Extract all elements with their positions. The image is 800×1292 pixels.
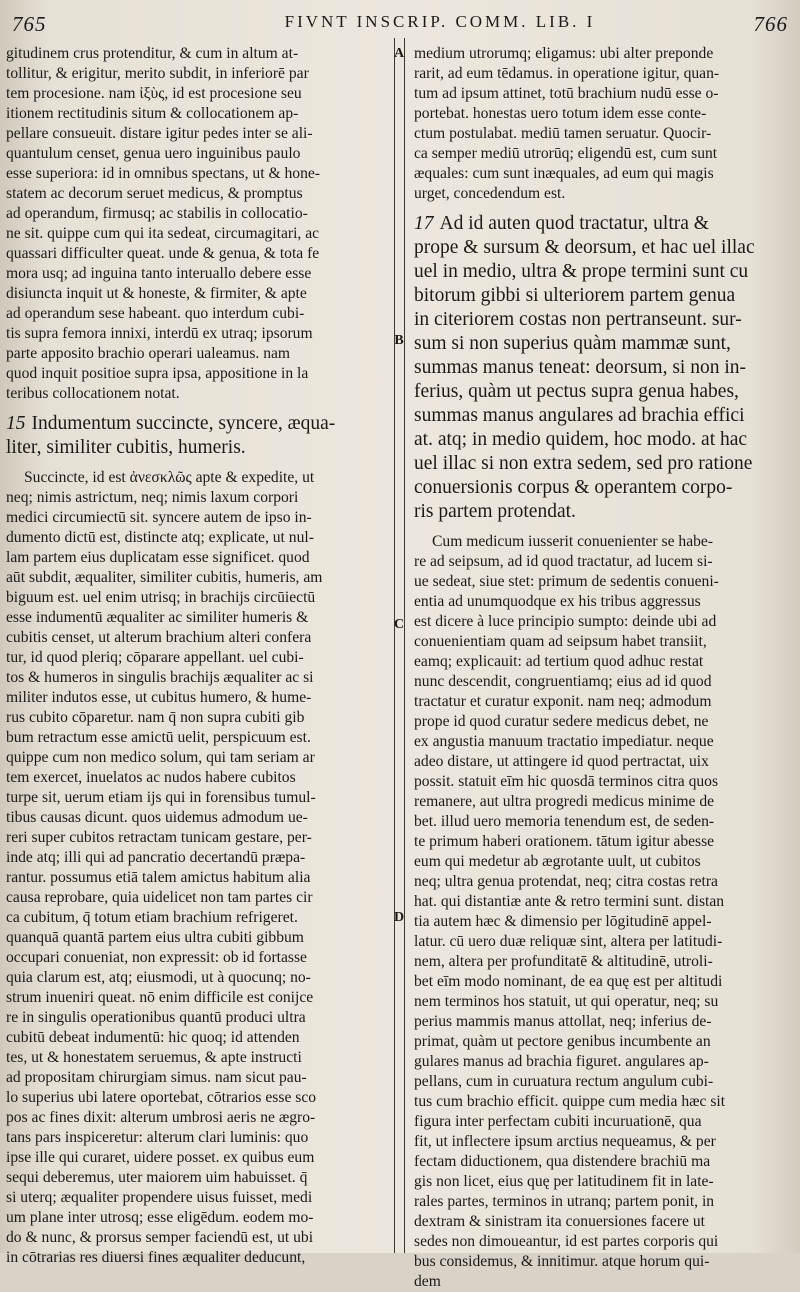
text-line: bum retractum esse amictū uelit, perspicuum est. bbox=[6, 729, 311, 746]
text-line: strum inueniri queat. nō enim difficile est conijce bbox=[6, 989, 314, 1006]
text-line: urget, concedendum est. bbox=[414, 185, 566, 202]
text-line: ad operandum sese habeant. quo interdum cubi- bbox=[6, 305, 305, 322]
text-line: uel in medio, ultra & prope termini sunt cu bbox=[414, 261, 749, 282]
text-line: dem bbox=[414, 1273, 441, 1290]
text-line: parte apposito brachio operari ualeamus. nam bbox=[6, 345, 291, 362]
text-line: ex angustia manuum tractatio impediatur. neque bbox=[414, 733, 714, 750]
text-line: pellans, cum in curuatura rectum angulum cubi- bbox=[414, 1073, 714, 1090]
text-line: sequi deberemus, uter maiorem uim habuisset. q̄ bbox=[6, 1169, 308, 1186]
text-line: fit, ut inflectere ipsum arctius nequeamus, & per bbox=[414, 1133, 716, 1150]
text-line: rales partes, terminos in utranq; partem ponit, in bbox=[414, 1193, 715, 1210]
text-line: re ad seipsum, ad id quod tractatur, ad lucem si- bbox=[414, 553, 713, 570]
text-line: in citeriorem costas non pertranseunt. sur- bbox=[414, 309, 742, 330]
text-line: æquales: cum sunt inæquales, ad eum qui magis bbox=[414, 165, 714, 182]
text-line: liter, similiter cubitis, humeris. bbox=[6, 437, 246, 458]
right-commentary-block-2 bbox=[414, 532, 794, 1292]
text-line: tur, id quod pleriq; cōparare appellant. uel cubi- bbox=[6, 649, 304, 666]
text-line: prope & sursum & deorsum, et hac uel illac bbox=[414, 237, 755, 258]
text-line: rantur. possumus etiā talem amictus habitum alia bbox=[6, 869, 311, 886]
text-line: entia ad unumquodque ex his tribus aggressus bbox=[414, 593, 701, 610]
text-line: rus cubito cōparetur. nam q̄ non supra cubiti gib bbox=[6, 709, 305, 726]
text-line: ipse ille qui curaret, uidere posset. ex quibus eum bbox=[6, 1149, 315, 1166]
text-line: possit. statuit eīm hic quosdā terminos citra quos bbox=[414, 773, 719, 790]
text-line: figura inter perfectam cubiti incuruationē, qua bbox=[414, 1113, 702, 1130]
text-line: tans pars inspiceretur: alterum clari luminis: quo bbox=[6, 1129, 309, 1146]
text-line: summas manus angulares ad brachia effici bbox=[414, 405, 745, 426]
text-line: te primum haberi orationem. tātum igitur abesse bbox=[414, 833, 715, 850]
running-header bbox=[0, 0, 800, 40]
text-line: nem, altera per profunditatē & altitudinē, utroli- bbox=[414, 953, 713, 970]
text-line: ris partem protendat. bbox=[414, 501, 576, 522]
text-line: aūt subdit, æqualiter, similiter cubitis, humeris, am bbox=[6, 569, 323, 586]
section-15-heading bbox=[6, 412, 388, 460]
text-line: tia autem hæc & dimensio per lōgitudinē appel- bbox=[414, 913, 712, 930]
text-line: tos & humeros in singulis brachijs æqualiter ac si bbox=[6, 669, 314, 686]
text-line: tem procesione. nam ἰξὺς, id est procesione seu bbox=[6, 85, 302, 102]
left-commentary-block-2 bbox=[6, 468, 388, 1268]
text-line: at. atq; in medio quidem, hoc modo. at hac bbox=[414, 429, 748, 450]
text-line: mora usq; ad inguina tanto interuallo debere esse bbox=[6, 265, 312, 282]
text-line: do & nunc, & prorsus semper faciendū est, ut ubi bbox=[6, 1229, 314, 1246]
text-line: neq; ultra genua protendat, neq; citra costas retra bbox=[414, 873, 718, 890]
text-line: tes, ut & honestatem seruemus, & apte instructi bbox=[6, 1049, 302, 1066]
text-line: Succincte, id est ἀνεσκλῶς apte & expedite, ut bbox=[24, 469, 315, 486]
text-line: si uterq; æqualiter propendere uisus fuisset, medi bbox=[6, 1189, 313, 1206]
text-line: tem exercet, inuelatos ac nudos habere cubitos bbox=[6, 769, 296, 786]
text-line: dumento dictū est, distincte atq; explicate, ut nul- bbox=[6, 529, 314, 546]
text-line: bet. illud uero memoria tenendum est, de seden- bbox=[414, 813, 715, 830]
section-number: 17 bbox=[414, 213, 434, 234]
text-line: sum si non superius quàm mammæ sunt, bbox=[414, 333, 731, 354]
text-line: ferius, quàm ut pectus supra genua habes, bbox=[414, 381, 739, 402]
margin-letter-b: B bbox=[394, 333, 404, 348]
text-line: statem ac decorum seruet medicus, & promptus bbox=[6, 185, 303, 202]
text-line: ue sedeat, siue stet: primum de sedentis conueni- bbox=[414, 573, 719, 590]
text-line: quantulum censet, genua uero inguinibus paulo bbox=[6, 145, 301, 162]
text-line: esse superiora: id in omnibus spectans, ut & hone- bbox=[6, 165, 320, 182]
text-line: re in singulis operationibus quantū produci ultra bbox=[6, 1009, 306, 1026]
text-line: portebat. honestas uero totum idem esse conte- bbox=[414, 105, 707, 122]
right-commentary-block-1 bbox=[414, 44, 794, 204]
text-line: sedes non dimoueantur, id est partes corporis qui bbox=[414, 1233, 719, 1250]
text-line: prope id quod curatur sedere medicus debet, ne bbox=[414, 713, 709, 730]
text-line: occupari conueniat, non expressit: ob id fortasse bbox=[6, 949, 307, 966]
text-line: militer indutos esse, ut cubitus humero, & hume- bbox=[6, 689, 312, 706]
text-line: eamq; explicauit: ad tertium quod adhuc restat bbox=[414, 653, 704, 670]
running-title: FIVNT INSCRIP. COMM. LIB. I bbox=[284, 12, 596, 31]
text-line: quanquā quantā partem eius ultra cubiti gibbum bbox=[6, 929, 304, 946]
text-line: conuenientiam quam ad seipsum habet transiit, bbox=[414, 633, 707, 650]
text-line: dextram & sinistram ita conuersiones facere ut bbox=[414, 1213, 705, 1230]
text-line: teribus collocationem notat. bbox=[6, 385, 180, 402]
text-line: gulares manus ad brachia figuret. angulares ap- bbox=[414, 1053, 709, 1070]
text-line: ca cubitum, q̄ totum etiam brachium refrigeret. bbox=[6, 909, 298, 926]
text-line: eum qui medetur ab ægrotante uult, ut cubitos bbox=[414, 853, 701, 870]
text-line: ne sit. quippe cum qui ita sedeat, circumagitari, ac bbox=[6, 225, 320, 242]
text-line: remanere, aut ultra progredi medicus minime de bbox=[414, 793, 715, 810]
text-line: inde atq; illi qui ad pancratio decertandū præpa- bbox=[6, 849, 306, 866]
text-line: tum ad ipsum attinet, totū brachium nudū esse o- bbox=[414, 85, 719, 102]
text-line: est dicere à luce principio sumpto: deinde ubi ad bbox=[414, 613, 717, 630]
column-rule-left bbox=[394, 38, 395, 1253]
left-column bbox=[6, 44, 388, 1268]
text-line: disiuncta inquit ut & honeste, & firmiter, & apte bbox=[6, 285, 307, 302]
text-line: Cum medicum iusserit conuenienter se habe- bbox=[432, 533, 714, 550]
text-line: neq; nimis astrictum, neq; nimis laxum corpori bbox=[6, 489, 299, 506]
text-line: quassari difficulter queat. unde & genua, & tota fe bbox=[6, 245, 320, 262]
text-line: biguum est. uel enim utrisq; in brachijs circūiectū bbox=[6, 589, 316, 606]
right-column bbox=[414, 44, 794, 1292]
text-line: Ad id auten quod tractatur, ultra & bbox=[439, 213, 709, 234]
text-line: perius mammis manus attollat, neq; inferius de- bbox=[414, 1013, 712, 1030]
text-line: tibus causas dicunt. quos uidemus admodum ue- bbox=[6, 809, 308, 826]
text-line: nem terminos hos statuit, ut qui operatur, neq; su bbox=[414, 993, 719, 1010]
text-line: hat. qui distantiæ ante & retro termini sunt. distan bbox=[414, 893, 725, 910]
section-17-text bbox=[414, 212, 794, 524]
text-line: uel illac si non extra sedem, sed pro ratione bbox=[414, 453, 753, 474]
text-line: lo superius ubi latere oportebat, cōtrarios esse sco bbox=[6, 1089, 317, 1106]
left-commentary-block-1 bbox=[6, 44, 388, 404]
text-line: reri super cubitos retractam tunicam gestare, per- bbox=[6, 829, 312, 846]
text-line: primat, quàm ut pectore genibus incumbente an bbox=[414, 1033, 711, 1050]
text-line: pellare consueuit. distare igitur pedes inter se ali- bbox=[6, 125, 313, 142]
text-line: um plane inter utrosq; esse eligēdum. eodem mo- bbox=[6, 1209, 314, 1226]
text-line: ad operandum, firmusq; ac stabilis in collocatio- bbox=[6, 205, 308, 222]
text-line: in cōtrarias res diuersi fines æqualiter deducunt, bbox=[6, 1249, 306, 1266]
text-line: tus cum brachio efficit. quippe cum media hæc sit bbox=[414, 1093, 726, 1110]
text-line: tis supra femora innixi, interdū ex utraq; ipsorum bbox=[6, 325, 313, 342]
page-number-left: 765 bbox=[12, 12, 47, 36]
text-line: rarit, ad eum tēdamus. in operatione igitur, quan- bbox=[414, 65, 720, 82]
text-line: gis non licet, eius quę per latitudinem fit in late- bbox=[414, 1173, 714, 1190]
text-line: fectam diductionem, qua distendere brachiū ma bbox=[414, 1153, 711, 1170]
text-line: quia clarum est, atq; eiusmodi, ut à quocunq; no- bbox=[6, 969, 311, 986]
margin-letter-a: A bbox=[393, 46, 405, 61]
text-line: itionem rectitudinis situm & collocationem ap- bbox=[6, 105, 299, 122]
text-line: pos ac fines dixit: alterum umbrosi aeris ne ægro- bbox=[6, 1109, 316, 1126]
text-line: conuersionis corpus & operantem corpo- bbox=[414, 477, 733, 498]
text-line: ctum postulabat. mediū tamen seruatur. Quocir- bbox=[414, 125, 712, 142]
text-line: summas manus teneat: deorsum, si non in- bbox=[414, 357, 746, 378]
margin-letter-c: C bbox=[393, 617, 405, 632]
text-line: cubitū debeat indumentū: hic quoq; id attenden bbox=[6, 1029, 300, 1046]
text-line: medium utrorumq; eligamus: ubi alter preponde bbox=[414, 45, 714, 62]
text-line: tractatur et curatur exponit. nam neq; admodum bbox=[414, 693, 712, 710]
text-line: quod inquit positioe supra ipsa, appositione in la bbox=[6, 365, 309, 382]
text-line: lam partem eius duplicatam esse significet. quod bbox=[6, 549, 310, 566]
text-line: bet eīm modo nominant, de ea quę est per altitudi bbox=[414, 973, 723, 990]
section-number: 15 bbox=[6, 413, 26, 434]
text-line: tollitur, & erigitur, merito subdit, in inferiorē par bbox=[6, 65, 309, 82]
text-line: quippe cum non medico solum, qui tam seriam ar bbox=[6, 749, 315, 766]
text-line: causa reprobare, quia uidelicet non tam partes cir bbox=[6, 889, 313, 906]
text-line: cubitis censet, ut alterum brachium alteri confera bbox=[6, 629, 312, 646]
text-line: turpe sit, uerum etiam ijs qui in forensibus tumul- bbox=[6, 789, 316, 806]
margin-letter-d: D bbox=[393, 910, 405, 925]
page-number-right: 766 bbox=[753, 12, 788, 36]
text-line: bus considemus, & innitimur. atque horum qui- bbox=[414, 1253, 710, 1270]
text-line: ad propositam chirurgiam simus. nam sicut pau- bbox=[6, 1069, 307, 1086]
text-line: latur. cū uero duæ reliquæ sint, altera per latitudi- bbox=[414, 933, 723, 950]
text-line: Indumentum succincte, syncere, æqua- bbox=[31, 413, 336, 434]
text-line: nunc descendit, congruentiamq; eius ad id quod bbox=[414, 673, 712, 690]
text-line: esse indumentū æqualiter ac similiter humeris & bbox=[6, 609, 309, 626]
text-line: bitorum gibbi si ulteriorem partem genua bbox=[414, 285, 736, 306]
text-line: ca semper mediū utrorūq; eligendū est, cum sunt bbox=[414, 145, 718, 162]
text-line: medici circumiectū sit. syncere autem de ipso in- bbox=[6, 509, 312, 526]
column-rule-right bbox=[404, 38, 405, 1253]
text-line: gitudinem crus protenditur, & cum in altum at- bbox=[6, 45, 299, 62]
text-line: adeo distare, ut attingere id quod pertractat, uix bbox=[414, 753, 709, 770]
